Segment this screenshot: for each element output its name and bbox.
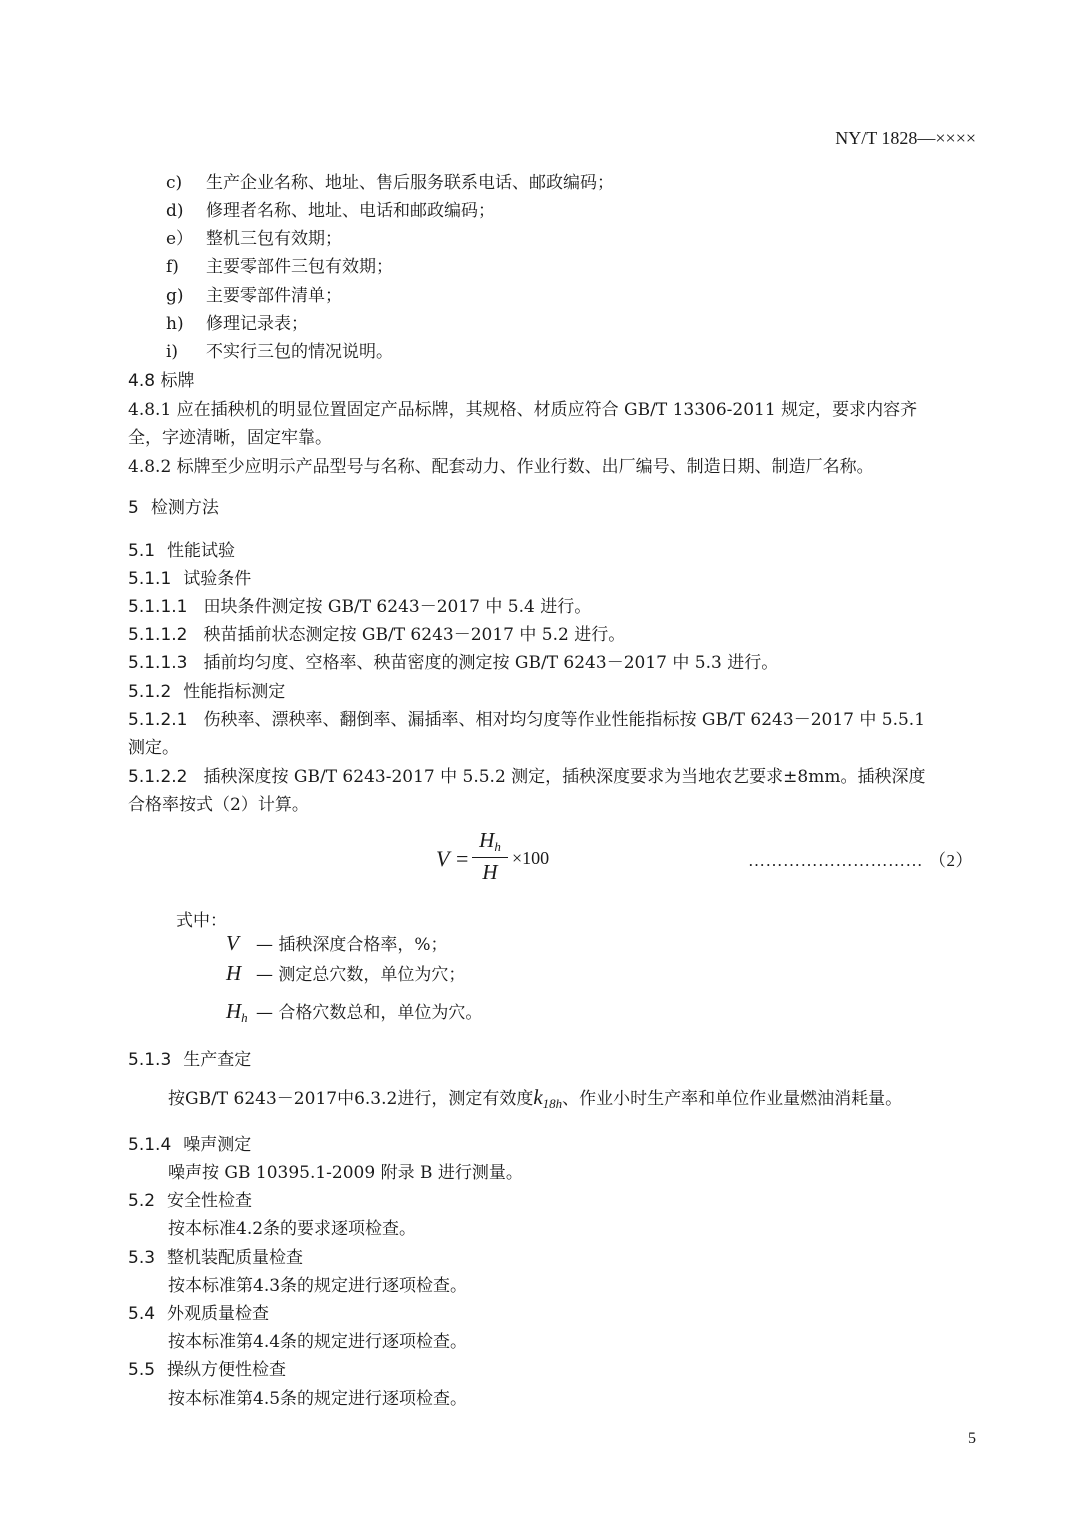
paragraph-5-5: 按本标准第4.5条的规定进行逐项检查。	[168, 1389, 468, 1409]
where-item-hh: $H_h$ — 合格穴数总和，单位为穴。	[226, 999, 483, 1025]
list-item: d) 修理者名称、地址、电话和邮政编码；	[166, 201, 495, 221]
paragraph-5-4: 按本标准第4.4条的规定进行逐项检查。	[168, 1332, 468, 1352]
paragraph-5-1-4: 噪声按 GB 10395.1-2009 附录 B 进行测量。	[168, 1163, 523, 1183]
where-item-h: H — 测定总穴数，单位为穴；	[226, 961, 466, 985]
formula-lhs: V	[436, 846, 450, 871]
formula-equals: =	[456, 846, 469, 871]
formula-numerator: H	[479, 828, 495, 852]
formula-equation-number: （2）	[929, 851, 973, 870]
clause-5-1-2-1-line2: 测定。	[128, 738, 179, 758]
formula-times-100: ×100	[512, 848, 550, 868]
page-number: 5	[968, 1430, 976, 1447]
section-heading-5-1: 5.1 性能试验	[128, 541, 236, 561]
list-item: h) 修理记录表；	[166, 314, 308, 334]
list-item: g) 主要零部件清单；	[166, 286, 342, 306]
where-label: 式中：	[176, 911, 227, 931]
section-heading-5-4: 5.4 外观质量检查	[128, 1304, 270, 1324]
section-heading-5: 5 检测方法	[128, 498, 219, 518]
clause-5-1-1-3: 5.1.1.3 插前均匀度、空格率、秧苗密度的测定按 GB/T 6243－2017 中 5.3 进行。	[128, 653, 779, 673]
paragraph-5-3: 按本标准第4.3条的规定进行逐项检查。	[168, 1276, 468, 1296]
paragraph-4-8-2: 4.8.2 标牌至少应明示产品型号与名称、配套动力、作业行数、出厂编号、制造日期、制造厂名称。	[128, 457, 874, 477]
formula-leader-dots: ………………………… （2）	[748, 851, 973, 870]
list-item: i) 不实行三包的情况说明。	[166, 342, 393, 362]
formula-fraction	[472, 828, 508, 885]
k-variable: k	[533, 1085, 543, 1109]
section-heading-5-1-2: 5.1.2 性能指标测定	[128, 682, 286, 702]
section-heading-5-2: 5.2 安全性检查	[128, 1191, 253, 1211]
clause-5-1-1-1: 5.1.1.1 田块条件测定按 GB/T 6243－2017 中 5.4 进行。	[128, 597, 592, 617]
list-item: c) 生产企业名称、地址、售后服务联系电话、邮政编码；	[166, 173, 614, 193]
section-heading-5-1-3: 5.1.3 生产查定	[128, 1050, 252, 1070]
paragraph-4-8-1-line1: 4.8.1 应在插秧机的明显位置固定产品标牌，其规格、材质应符合 GB/T 13306-2011 规定，要求内容齐	[128, 400, 918, 420]
list-item: e） 整机三包有效期；	[166, 229, 342, 249]
document-code: NY/T 1828—××××	[835, 128, 976, 148]
clause-5-1-1-2: 5.1.1.2 秧苗插前状态测定按 GB/T 6243－2017 中 5.2 进行。	[128, 625, 626, 645]
section-heading-5-1-1: 5.1.1 试验条件	[128, 569, 252, 589]
paragraph-5-1-3: 按GB/T 6243－2017中6.3.2进行，测定有效度$k_{18h}$、作业小时生产率和单位作业量燃油消耗量。	[168, 1085, 903, 1111]
section-heading-4-8: 4.8 标牌	[128, 371, 195, 391]
k-subscript: 18h	[542, 1096, 563, 1111]
where-item-v: V — 插秧深度合格率，%；	[226, 931, 448, 955]
formula-denominator: H	[482, 860, 498, 884]
clause-5-1-2-2-line1: 5.1.2.2 插秧深度按 GB/T 6243-2017 中 5.5.2 测定，插秧深度要求为当地农艺要求±8mm。插秧深度	[128, 767, 926, 787]
section-heading-5-3: 5.3 整机装配质量检查	[128, 1248, 304, 1268]
section-heading-5-1-4: 5.1.4 噪声测定	[128, 1135, 252, 1155]
list-item: f) 主要零部件三包有效期；	[166, 257, 393, 277]
clause-5-1-2-2-line2: 合格率按式（2）计算。	[128, 795, 309, 815]
formula-numerator-sub: h	[494, 839, 501, 854]
paragraph-4-8-1-line2: 全，字迹清晰，固定牢靠。	[128, 428, 332, 448]
clause-5-1-2-1-line1: 5.1.2.1 伤秧率、漂秧率、翻倒率、漏插率、相对均匀度等作业性能指标按 GB/T 6243－2017 中 5.5.1	[128, 710, 926, 730]
paragraph-5-2: 按本标准4.2条的要求逐项检查。	[168, 1219, 417, 1239]
fraction-bar	[472, 857, 508, 858]
section-heading-5-5: 5.5 操纵方便性检查	[128, 1360, 287, 1380]
